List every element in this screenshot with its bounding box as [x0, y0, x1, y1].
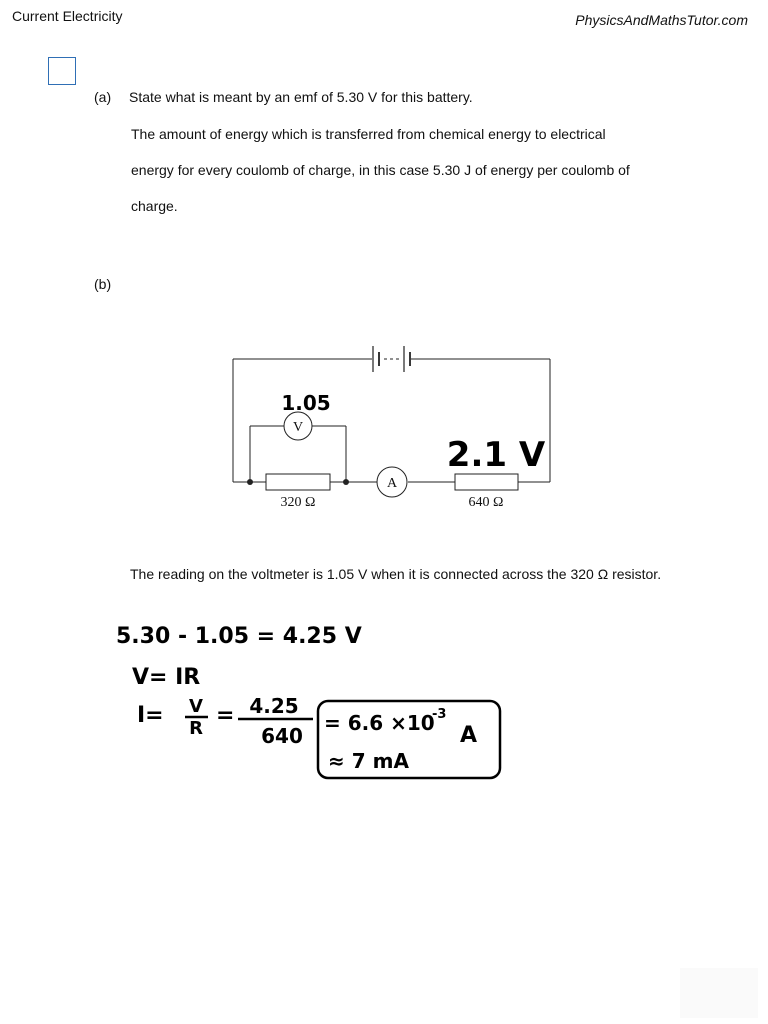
boxed-unit: A [460, 723, 478, 748]
corner-mark [680, 968, 758, 1018]
working-line-3-lhs: I= [137, 703, 164, 728]
working-line-1: 5.30 - 1.05 = 4.25 V [116, 624, 362, 649]
boxed-approximation: ≈ 7 mA [328, 749, 409, 773]
part-b-label: (b) [94, 276, 112, 292]
resistor-1-label: 320 Ω [280, 495, 316, 510]
voltmeter-reading-statement: The reading on the voltmeter is 1.05 V when it is connected across the 320 Ω resistor. [130, 566, 662, 582]
handwritten-resistor-voltage: 2.1 V [446, 435, 546, 475]
part-a-label: (a) [94, 89, 112, 105]
equals-sign: = [216, 703, 235, 728]
fraction-numerator: 4.25 [249, 694, 299, 718]
handwritten-voltmeter-reading: 1.05 [281, 391, 331, 415]
fraction-denominator: 640 [261, 724, 303, 748]
answer-line: The amount of energy which is transferred from chemical energy to electrical [131, 126, 606, 142]
fraction-numerator: V [189, 696, 203, 717]
fraction-denominator: R [189, 718, 203, 739]
site-name: PhysicsAndMathsTutor.com [575, 12, 748, 28]
part-a-question: State what is meant by an emf of 5.30 V for this battery. [129, 89, 473, 105]
working-line-2: V= IR [132, 665, 201, 690]
answer-line: charge. [131, 198, 178, 214]
boxed-exponent: -3 [432, 707, 447, 722]
ammeter-symbol: A [386, 476, 398, 491]
boxed-answer: = 6.6 ×10 [324, 711, 435, 735]
resistor-2-label: 640 Ω [468, 495, 504, 510]
topic-title: Current Electricity [12, 8, 123, 24]
voltmeter-symbol: V [292, 420, 304, 435]
answer-line: energy for every coulomb of charge, in this case 5.30 J of energy per coulomb of [131, 162, 630, 178]
